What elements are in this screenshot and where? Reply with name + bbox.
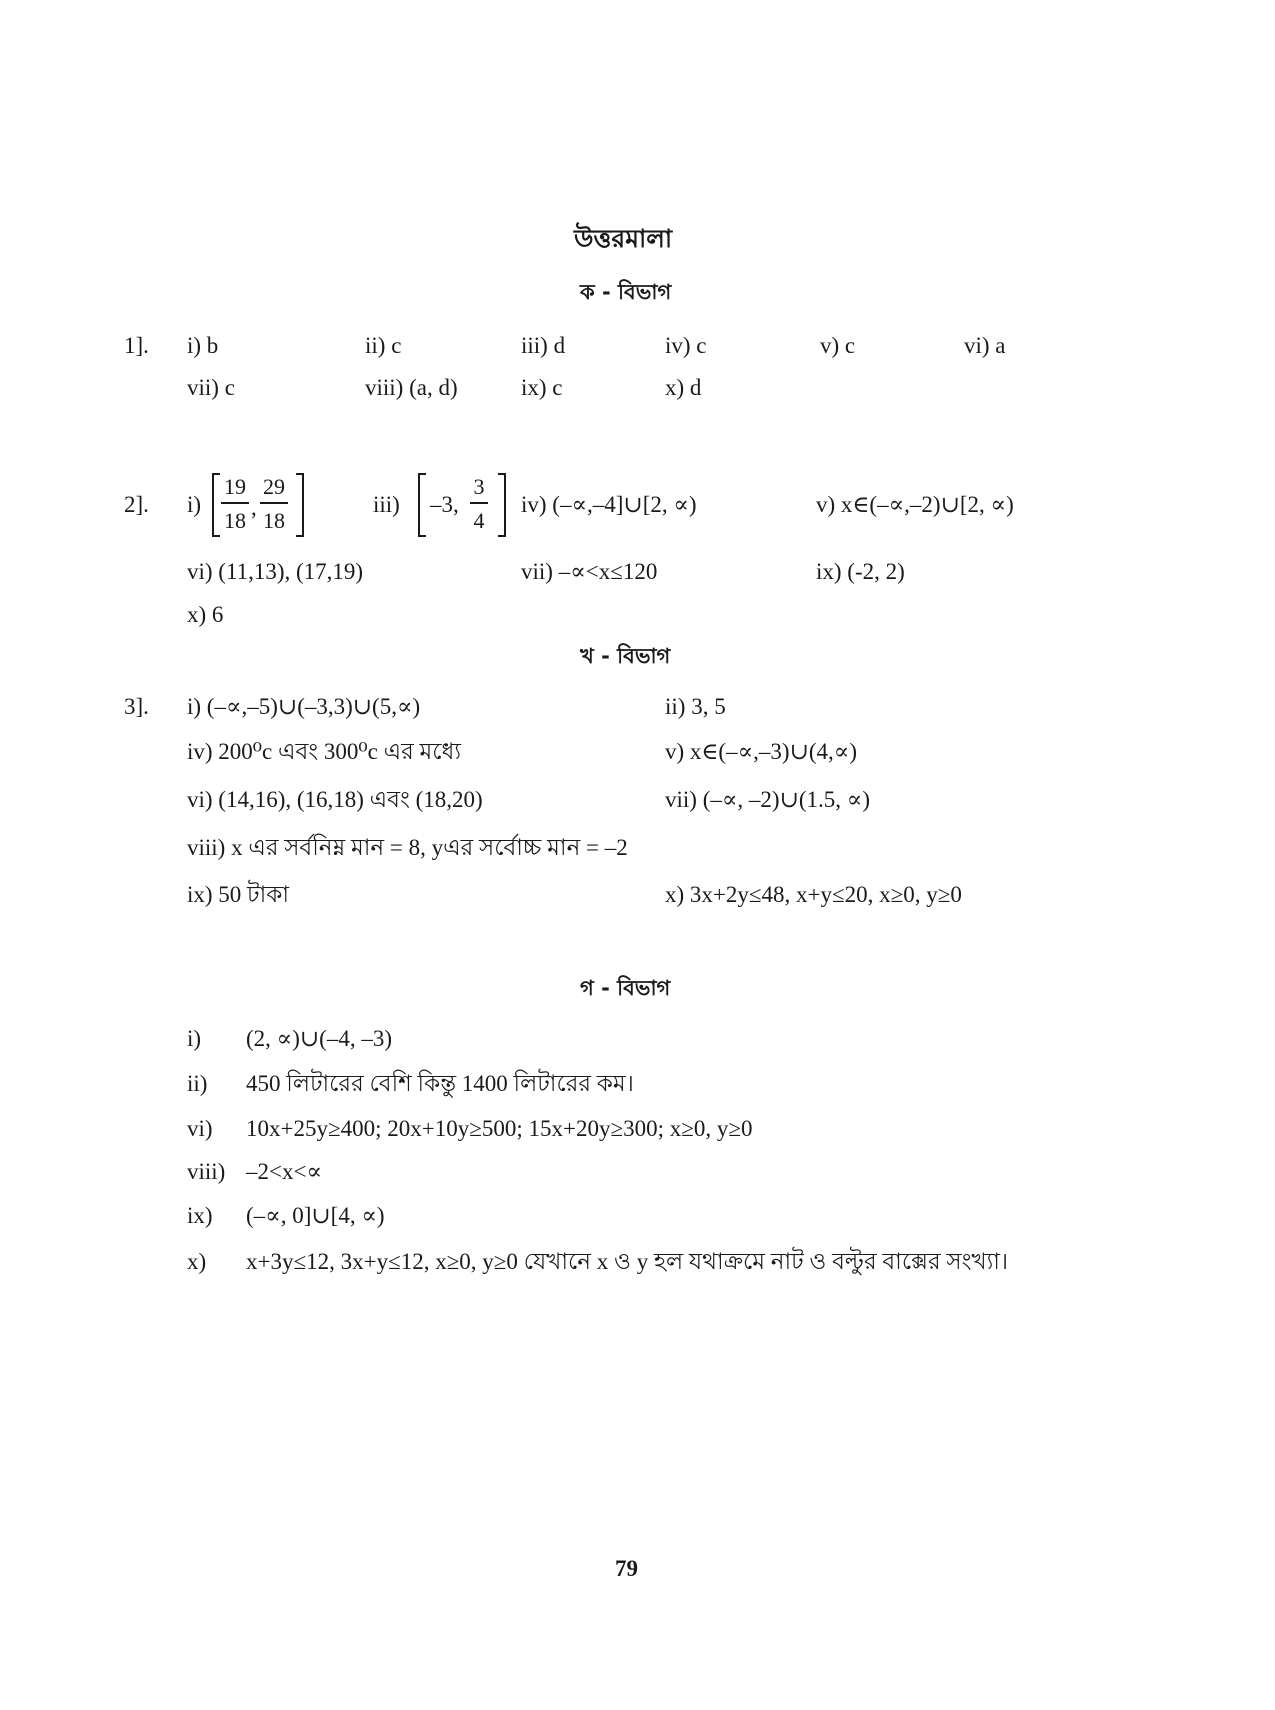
q1-answer-ix: ix) c	[521, 375, 563, 400]
fraction-bar	[260, 502, 288, 504]
fraction-denominator: 18	[263, 508, 285, 533]
q4-answer: x+3y≤12, 3x+y≤12, x≥0, y≥0 যেখানে x ও y হল যথাক্রমে নাট ও বল্টুর বাক্সের সংখ্যা।	[246, 1249, 1009, 1274]
q3-answer-ii: ii) 3, 5	[665, 694, 726, 719]
q4-label: ix)	[187, 1203, 213, 1228]
q3-answer-ix: ix) 50 টাকা	[187, 882, 290, 907]
q2-answer-v: v) x∈(–∝,–2)∪[2, ∝)	[816, 492, 1014, 517]
q3-answer-i: i) (–∝,–5)∪(–3,3)∪(5,∝)	[187, 694, 421, 719]
q4-answer: 450 লিটারের বেশি কিন্তু 1400 লিটারের কম।	[246, 1071, 634, 1096]
q3-number: 3].	[124, 694, 149, 719]
q1-answer-v: v) c	[820, 333, 856, 358]
fraction-numerator: 3	[473, 474, 485, 499]
q2-answer-vi: vi) (11,13), (17,19)	[187, 559, 364, 584]
q2-number: 2].	[124, 492, 149, 517]
q3-answer-iv: iv) 200⁰c এবং 300⁰c এর মধ্যে	[187, 739, 462, 764]
q1-answer-x: x) d	[665, 375, 702, 400]
q1-answer-i: i) b	[187, 333, 219, 358]
q3-answer-v: v) x∈(–∝,–3)∪(4,∝)	[665, 739, 857, 764]
q4-answer: (2, ∝)∪(–4, –3)	[246, 1026, 392, 1051]
q2-answer-iv: iv) (–∝,–4]∪[2, ∝)	[521, 492, 697, 517]
q2-answer-x: x) 6	[187, 602, 224, 627]
section-heading-ga: গ - বিভাগ	[580, 976, 671, 1000]
q3-answer-vi: vi) (14,16), (16,18) এবং (18,20)	[187, 787, 483, 812]
page-number: 79	[615, 1556, 638, 1581]
page-title: উত্তরমালা	[574, 224, 673, 253]
section-heading-ka: ক - বিভাগ	[580, 280, 672, 304]
section-heading-kha: খ - বিভাগ	[580, 644, 671, 668]
fraction-denominator: 18	[224, 508, 246, 533]
q4-label: i)	[187, 1026, 202, 1051]
q4-label: x)	[187, 1249, 207, 1274]
fraction-bar	[470, 502, 488, 504]
q4-label: ii)	[187, 1071, 208, 1096]
q4-label: viii)	[187, 1159, 226, 1184]
q2-label-iii: iii)	[373, 492, 400, 517]
q3-answer-x: x) 3x+2y≤48, x+y≤20, x≥0, y≥0	[665, 882, 962, 907]
q4-answer: –2<x<∝	[246, 1159, 323, 1184]
q3-answer-vii: vii) (–∝, –2)∪(1.5, ∝)	[665, 787, 870, 812]
interval-start: –3,	[430, 492, 459, 517]
q2-answer-ix: ix) (-2, 2)	[816, 559, 905, 584]
right-bracket	[496, 472, 508, 538]
fraction-numerator: 19	[224, 474, 246, 499]
q4-label: vi)	[187, 1116, 213, 1141]
q1-number: 1].	[124, 333, 149, 358]
q4-answer: (–∝, 0]∪[4, ∝)	[246, 1203, 385, 1228]
q1-answer-viii: viii) (a, d)	[365, 375, 458, 400]
q1-answer-vi: vi) a	[964, 333, 1006, 358]
left-bracket	[416, 472, 428, 538]
q1-answer-iv: iv) c	[665, 333, 707, 358]
q1-answer-vii: vii) c	[187, 375, 235, 400]
q1-answer-ii: ii) c	[365, 333, 402, 358]
q2-label-i: i)	[187, 492, 202, 517]
fraction-denominator: 4	[473, 508, 485, 533]
fraction-numerator: 29	[263, 474, 285, 499]
q3-answer-viii: viii) x এর সর্বনিম্ন মান = 8, yএর সর্বোচ্চ মান = –2	[187, 835, 628, 860]
comma-separator: ,	[251, 495, 257, 520]
right-bracket	[294, 472, 306, 538]
q2-answer-vii: vii) –∝<x≤120	[521, 559, 658, 584]
fraction-bar	[221, 502, 249, 504]
q4-answer: 10x+25y≥400; 20x+10y≥500; 15x+20y≥300; x≥0, y≥0	[246, 1116, 753, 1141]
q1-answer-iii: iii) d	[521, 333, 566, 358]
